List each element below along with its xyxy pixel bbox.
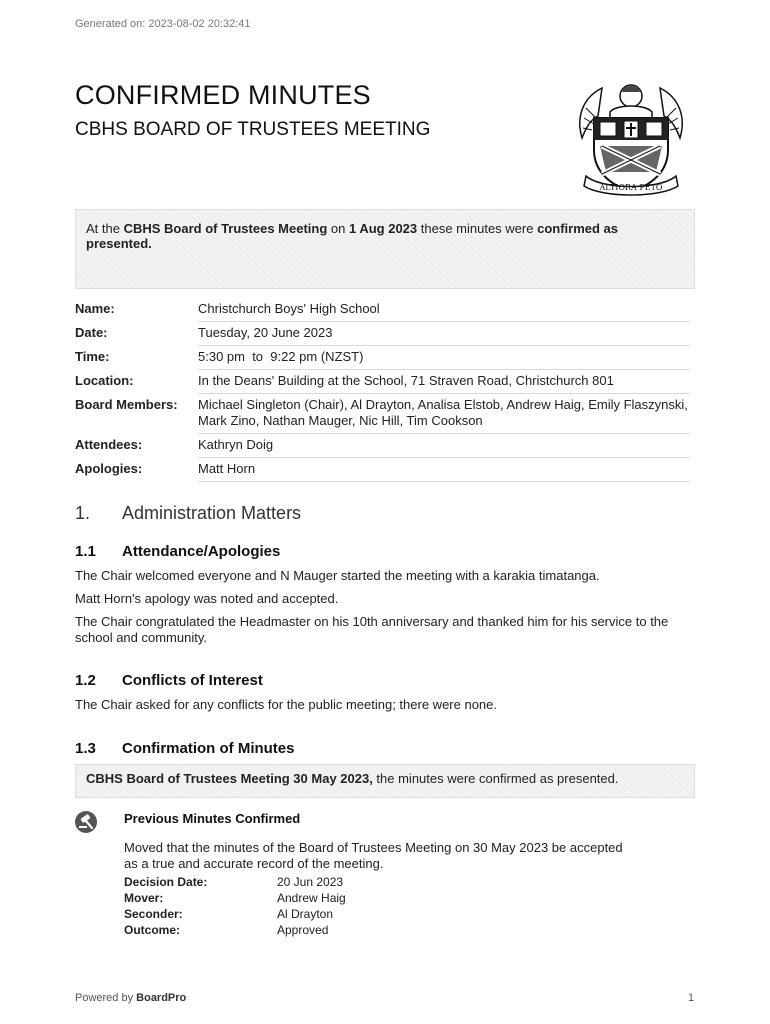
detail-value: Tuesday, 20 June 2023 xyxy=(198,322,690,346)
detail-row xyxy=(75,298,690,322)
confirm-mid: on xyxy=(327,221,349,236)
decision-label: Decision Date: xyxy=(124,875,208,889)
detail-label: Name: xyxy=(75,301,115,316)
meeting-details-table xyxy=(75,298,690,482)
detail-value: Michael Singleton (Chair), Al Drayton, Analisa Elstob, Andrew Haig, Emily Flaszynski, Mark Zino, Nathan Mauger, Nic Hill, Tim Cookson xyxy=(198,394,690,434)
detail-label: Attendees: xyxy=(75,436,143,452)
gavel-icon xyxy=(74,810,98,834)
detail-value: 5:30 pm to 9:22 pm (NZST) xyxy=(198,346,690,370)
section-number: 1. xyxy=(75,503,91,523)
powered-prefix: Powered by xyxy=(75,992,137,1004)
generated-timestamp: Generated on: 2023-08-02 20:32:41 xyxy=(75,18,251,30)
detail-value: In the Deans' Building at the School, 71 Straven Road, Christchurch 801 xyxy=(198,370,690,394)
footer-powered-by xyxy=(75,992,186,1004)
detail-value: Kathryn Doig xyxy=(198,434,690,458)
paragraph: Matt Horn's apology was noted and accepted. xyxy=(75,591,339,606)
detail-value: Matt Horn xyxy=(198,458,690,482)
subsection-title: Confirmation of Minutes xyxy=(122,740,295,757)
decision-row xyxy=(124,923,346,939)
detail-label: Location: xyxy=(75,372,134,388)
detail-value: Christchurch Boys' High School xyxy=(198,298,690,322)
subsection-number: 1.1 xyxy=(75,543,96,560)
subsection-title: Conflicts of Interest xyxy=(122,672,263,689)
detail-label: Apologies: xyxy=(75,460,143,476)
section-title: Administration Matters xyxy=(122,503,302,523)
decision-row xyxy=(124,875,346,891)
crest-motto: ALTIORA PETO xyxy=(599,183,663,192)
paragraph: The Chair congratulated the Headmaster on his 10th anniversary and thanked him for his service to the school and community. xyxy=(75,614,669,645)
detail-row xyxy=(75,394,690,434)
subsection-heading xyxy=(75,740,295,757)
paragraph: The Chair asked for any conflicts for the public meeting; there were none. xyxy=(75,697,497,712)
motion-text: Moved that the minutes of the Board of Trustees Meeting on 30 May 2023 be accepted as a true and accurate record of the meeting. xyxy=(124,840,623,871)
decision-row xyxy=(124,891,346,907)
confirm-post: these minutes were xyxy=(417,221,538,236)
decision-label: Seconder: xyxy=(124,907,183,921)
paragraph: The Chair welcomed everyone and N Mauger started the meeting with a karakia timatanga. xyxy=(75,568,600,583)
subsection-title: Attendance/Apologies xyxy=(122,543,281,560)
confirm-status: confirmed as presented. xyxy=(86,221,619,251)
page-number: 1 xyxy=(688,992,695,1004)
detail-label: Board Members: xyxy=(75,396,178,412)
detail-row xyxy=(75,370,690,394)
subsection-number: 1.2 xyxy=(75,672,96,689)
confirmation-banner xyxy=(75,209,695,289)
decision-label: Mover: xyxy=(124,891,164,905)
decision-value: 20 Jun 2023 xyxy=(277,875,344,889)
detail-row xyxy=(75,458,690,482)
confirm-meeting: CBHS Board of Trustees Meeting xyxy=(123,221,328,236)
brand-name: BoardPro xyxy=(136,992,187,1004)
detail-label: Time: xyxy=(75,348,110,364)
minutes-confirmation-box xyxy=(75,764,695,798)
decision-row xyxy=(124,907,346,923)
decision-value: Andrew Haig xyxy=(277,891,346,905)
page-title: CONFIRMED MINUTES xyxy=(75,80,371,110)
decision-value: Al Drayton xyxy=(277,907,334,921)
subsection-heading xyxy=(75,672,263,689)
section-heading xyxy=(75,503,301,524)
page-subtitle: CBHS BOARD OF TRUSTEES MEETING xyxy=(75,119,431,140)
detail-row xyxy=(75,346,690,370)
subsection-number: 1.3 xyxy=(75,740,96,757)
decision-value: Approved xyxy=(277,923,329,937)
decision-table xyxy=(124,875,346,939)
confirm-date: 1 Aug 2023 xyxy=(348,221,418,236)
minutes-status: the minutes were confirmed as presented. xyxy=(372,771,619,786)
confirm-pre: At the xyxy=(86,221,124,236)
detail-label: Date: xyxy=(75,324,108,340)
detail-row xyxy=(75,434,690,458)
school-crest-logo xyxy=(572,78,690,200)
minutes-meeting: CBHS Board of Trustees Meeting 30 May 2023, xyxy=(86,771,373,786)
detail-row xyxy=(75,322,690,346)
subsection-heading xyxy=(75,543,280,560)
motion-title: Previous Minutes Confirmed xyxy=(124,811,301,826)
decision-label: Outcome: xyxy=(124,923,181,937)
